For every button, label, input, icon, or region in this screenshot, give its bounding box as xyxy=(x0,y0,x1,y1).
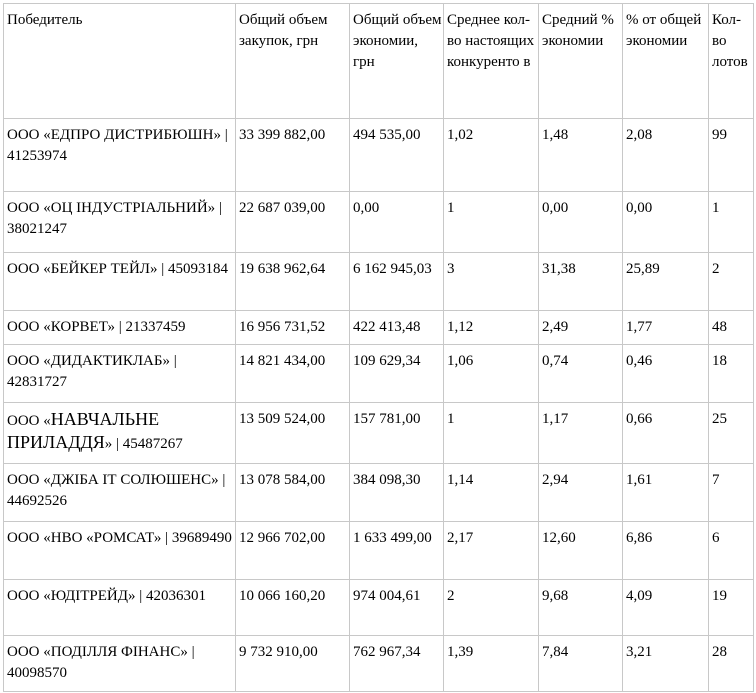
avg-pct-cell: 0,00 xyxy=(539,192,623,253)
share-cell: 0,00 xyxy=(623,192,709,253)
lots-cell: 7 xyxy=(709,464,754,522)
competitors-cell: 1,14 xyxy=(444,464,539,522)
header-avg-savings-pct: Средний % экономии xyxy=(539,4,623,119)
winner-name: ООО «ЕДПРО ДИСТРИБЮШН» xyxy=(7,127,221,143)
winner-code: » | 45487267 xyxy=(104,436,183,452)
share-cell: 3,21 xyxy=(623,636,709,692)
share-cell: 2,08 xyxy=(623,119,709,192)
savings-cell: 974 004,61 xyxy=(350,580,444,636)
total-cell: 12 966 702,00 xyxy=(236,522,350,580)
table-row xyxy=(4,522,754,580)
lots-cell: 28 xyxy=(709,636,754,692)
winner-cell: ООО «НВО «РОМСАТ» | 39689490 xyxy=(4,522,236,580)
winner-code: | 41253974 xyxy=(7,127,228,164)
savings-cell: 494 535,00 xyxy=(350,119,444,192)
savings-cell: 0,00 xyxy=(350,192,444,253)
competitors-cell: 3 xyxy=(444,253,539,311)
share-cell: 1,77 xyxy=(623,311,709,345)
lots-cell: 48 xyxy=(709,311,754,345)
avg-pct-cell: 31,38 xyxy=(539,253,623,311)
total-cell: 9 732 910,00 xyxy=(236,636,350,692)
winner-cell: ООО «ДИДАКТИКЛАБ» | 42831727 xyxy=(4,345,236,403)
header-lots-count: Кол-во лотов xyxy=(709,4,754,119)
lots-cell: 2 xyxy=(709,253,754,311)
total-cell: 14 821 434,00 xyxy=(236,345,350,403)
lots-cell: 1 xyxy=(709,192,754,253)
savings-cell: 157 781,00 xyxy=(350,403,444,464)
lots-cell: 99 xyxy=(709,119,754,192)
savings-cell: 6 162 945,03 xyxy=(350,253,444,311)
header-avg-competitors: Среднее кол-во настоящих конкуренто в xyxy=(444,4,539,119)
table-row xyxy=(4,311,754,345)
winner-cell: ООО «ОЦ ІНДУСТРІАЛЬНИЙ» | 38021247 xyxy=(4,192,236,253)
winner-name-prefix: ООО « xyxy=(7,413,51,429)
share-cell: 6,86 xyxy=(623,522,709,580)
winner-cell: ООО «ДЖІБА ІТ СОЛЮШЕНС» | 44692526 xyxy=(4,464,236,522)
competitors-cell: 1 xyxy=(444,403,539,464)
savings-cell: 384 098,30 xyxy=(350,464,444,522)
savings-cell: 762 967,34 xyxy=(350,636,444,692)
avg-pct-cell: 12,60 xyxy=(539,522,623,580)
total-cell: 10 066 160,20 xyxy=(236,580,350,636)
winner-cell xyxy=(4,119,236,192)
avg-pct-cell: 0,74 xyxy=(539,345,623,403)
lots-cell: 18 xyxy=(709,345,754,403)
lots-cell: 25 xyxy=(709,403,754,464)
table-row xyxy=(4,345,754,403)
table-row xyxy=(4,464,754,522)
savings-cell: 422 413,48 xyxy=(350,311,444,345)
header-winner: Победитель xyxy=(4,4,236,119)
winner-cell xyxy=(4,403,236,464)
winner-name: НАВЧАЛЬНЕ ПРИЛАДДЯ xyxy=(7,409,160,452)
header-total-purchases: Общий объем закупок, грн xyxy=(236,4,350,119)
table-row xyxy=(4,253,754,311)
competitors-cell: 1 xyxy=(444,192,539,253)
lots-cell: 6 xyxy=(709,522,754,580)
share-cell: 1,61 xyxy=(623,464,709,522)
total-cell: 16 956 731,52 xyxy=(236,311,350,345)
savings-cell: 109 629,34 xyxy=(350,345,444,403)
competitors-cell: 1,06 xyxy=(444,345,539,403)
winner-cell: ООО «КОРВЕТ» | 21337459 xyxy=(4,311,236,345)
share-cell: 25,89 xyxy=(623,253,709,311)
competitors-cell: 2,17 xyxy=(444,522,539,580)
share-cell: 4,09 xyxy=(623,580,709,636)
total-cell: 13 509 524,00 xyxy=(236,403,350,464)
avg-pct-cell: 1,17 xyxy=(539,403,623,464)
competitors-cell: 1,39 xyxy=(444,636,539,692)
total-cell: 19 638 962,64 xyxy=(236,253,350,311)
table-row xyxy=(4,119,754,192)
winner-cell: ООО «ПОДІЛЛЯ ФІНАНС» | 40098570 xyxy=(4,636,236,692)
header-total-savings: Общий объем экономии, грн xyxy=(350,4,444,119)
competitors-cell: 1,12 xyxy=(444,311,539,345)
winner-cell: ООО «ЮДІТРЕЙД» | 42036301 xyxy=(4,580,236,636)
lots-cell: 19 xyxy=(709,580,754,636)
avg-pct-cell: 2,94 xyxy=(539,464,623,522)
winner-cell: ООО «БЕЙКЕР ТЕЙЛ» | 45093184 xyxy=(4,253,236,311)
header-share-of-savings: % от общей экономии xyxy=(623,4,709,119)
total-cell: 13 078 584,00 xyxy=(236,464,350,522)
table-row xyxy=(4,403,754,464)
total-cell: 22 687 039,00 xyxy=(236,192,350,253)
avg-pct-cell: 2,49 xyxy=(539,311,623,345)
winners-table xyxy=(3,3,754,692)
competitors-cell: 1,02 xyxy=(444,119,539,192)
avg-pct-cell: 1,48 xyxy=(539,119,623,192)
table-row xyxy=(4,636,754,692)
total-cell: 33 399 882,00 xyxy=(236,119,350,192)
table-row xyxy=(4,580,754,636)
share-cell: 0,46 xyxy=(623,345,709,403)
header-row xyxy=(4,4,754,119)
savings-cell: 1 633 499,00 xyxy=(350,522,444,580)
table-row xyxy=(4,192,754,253)
competitors-cell: 2 xyxy=(444,580,539,636)
avg-pct-cell: 9,68 xyxy=(539,580,623,636)
share-cell: 0,66 xyxy=(623,403,709,464)
avg-pct-cell: 7,84 xyxy=(539,636,623,692)
